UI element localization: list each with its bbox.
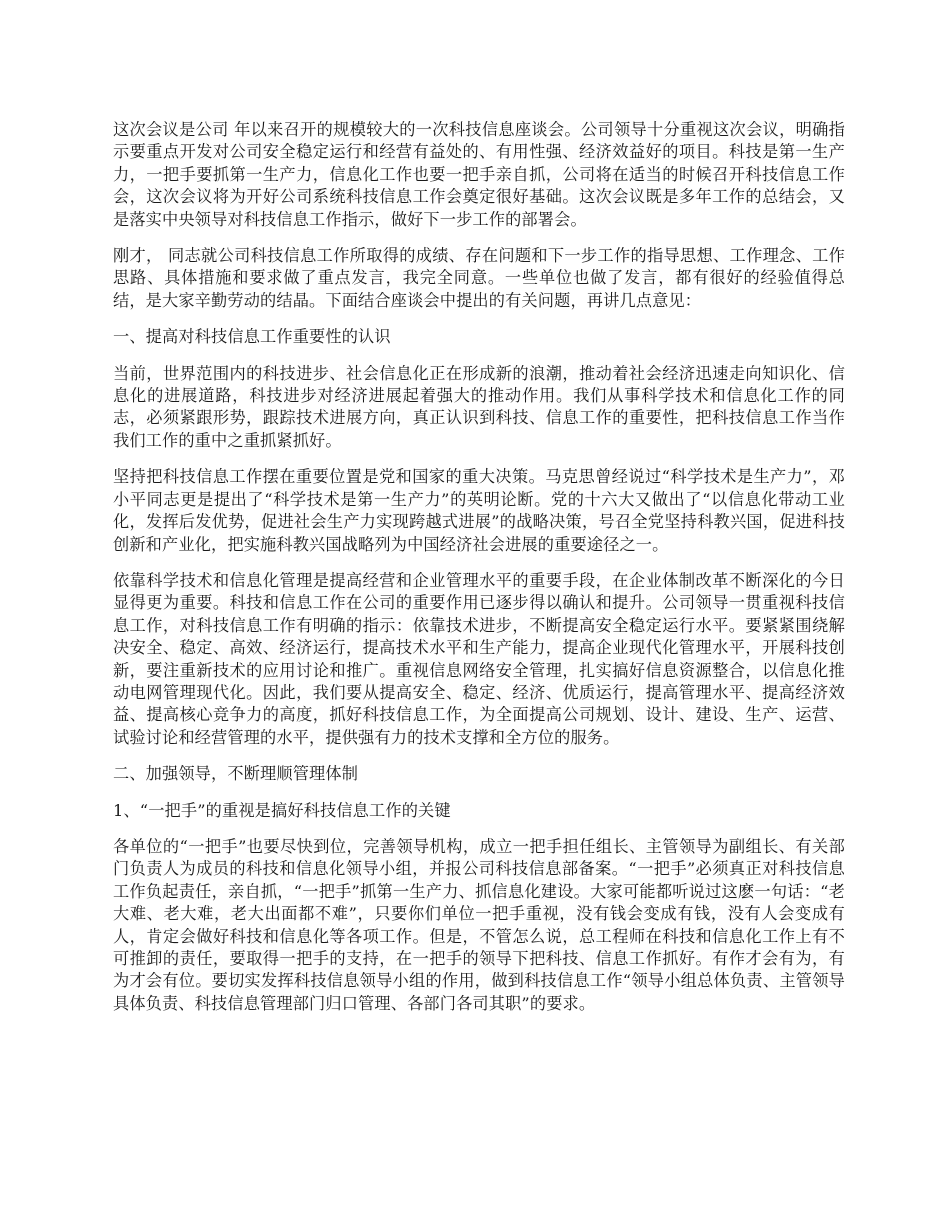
intro-paragraph: 这次会议是公司 年以来召开的规模较大的一次科技信息座谈会。公司领导十分重视这次会议，明确指示要重点开发对公司安全稳定运行和经营有益处的、有用性强、经济效益好的项目。科技是第一生产力，一把手要抓第一生产力，信息化工作也要一把手亲自抓，公司将在适当的时候召开科技信息工作会，这次会议将为开好公司系统科技信息工作会奠定很好基础。这次会议既是多年工作的总结会，又是落实中央领导对科技信息工作指示，做好下一步工作的部署会。 [113,120,845,229]
body-paragraph: 坚持把科技信息工作摆在重要位置是党和国家的重大决策。马克思曾经说过“科学技术是生产力”，邓小平同志更是提出了“科学技术是第一生产力”的英明论断。党的十六大又做出了“以信息化带动工业化，发挥后发优势，促进社会生产力实现跨越式进展”的战略决策，号召全党坚持科教兴国，促进科技创新和产业化，把实施科教兴国战略列为中国经济社会进展的重要途径之一。 [113,467,845,554]
body-paragraph: 当前，世界范围内的科技进步、社会信息化正在形成新的浪潮，推动着社会经济迅速走向知识化、信息化的进展道路，科技进步对经济进展起着强大的推动作用。我们从事科学技术和信息化工作的同志，必须紧跟形势，跟踪技术进展方向，真正认识到科技、信息工作的重要性，把科技信息工作当作我们工作的重中之重抓紧抓好。 [113,363,845,450]
body-paragraph: 依靠科学技术和信息化管理是提高经营和企业管理水平的重要手段，在企业体制改革不断深化的今日显得更为重要。科技和信息工作在公司的重要作用已逐步得以确认和提升。公司领导一贯重视科技信息工作，对科技信息工作有明确的指示：依靠技术进步，不断提高安全稳定运行水平。要紧紧围绕解决安全、稳定、高效、经济运行，提高技术水平和生产能力，提高企业现代化管理水平，开展科技创新，要注重新技术的应用讨论和推广。重视信息网络安全管理，扎实搞好信息资源整合，以信息化推动电网管理现代化。因此，我们要从提高安全、稳定、经济、优质运行，提高管理水平、提高经济效益、提高核心竞争力的高度，抓好科技信息工作，为全面提高公司规划、设计、建设、生产、运营、试验讨论和经营管理的水平，提供强有力的技术支撑和全方位的服务。 [113,570,845,747]
remarks-paragraph: 刚才， 同志就公司科技信息工作所取得的成绩、存在问题和下一步工作的指导思想、工作理念、工作思路、具体措施和要求做了重点发言，我完全同意。一些单位也做了发言，都有很好的经验值得总结，是大家辛勤劳动的结晶。下面结合座谈会中提出的有关问题，再讲几点意见： [113,246,845,310]
document-body [113,119,845,1029]
body-paragraph: 各单位的“一把手”也要尽快到位，完善领导机构，成立一把手担任组长、主管领导为副组长、有关部门负责人为成员的科技和信息化领导小组，并报公司科技信息部备案。“一把手”必须真正对科技信息工作负起责任，亲自抓，“一把手”抓第一生产力、抓信息化建设。大家可能都听说过这麽一句话：“老大难、老大难，老大出面都不难”，只要你们单位一把手重视，没有钱会变成有钱，没有人会变成有人，肯定会做好科技和信息化等各项工作。但是，不管怎么说，总工程师在科技和信息化工作上有不可推卸的责任，要取得一把手的支持，在一把手的领导下把科技、信息工作抓好。有作才会有为，有为才会有位。要切实发挥科技信息领导小组的作用，做到科技信息工作“领导小组总体负责、主管领导具体负责、科技信息管理部门归口管理、各部门各司其职”的要求。 [113,836,845,1013]
subsection-heading-1: 1、“一把手”的重视是搞好科技信息工作的关键 [113,800,451,820]
section-heading-2: 二、加强领导，不断理顺管理体制 [113,764,359,784]
section-heading-1: 一、提高对科技信息工作重要性的认识 [113,327,391,347]
